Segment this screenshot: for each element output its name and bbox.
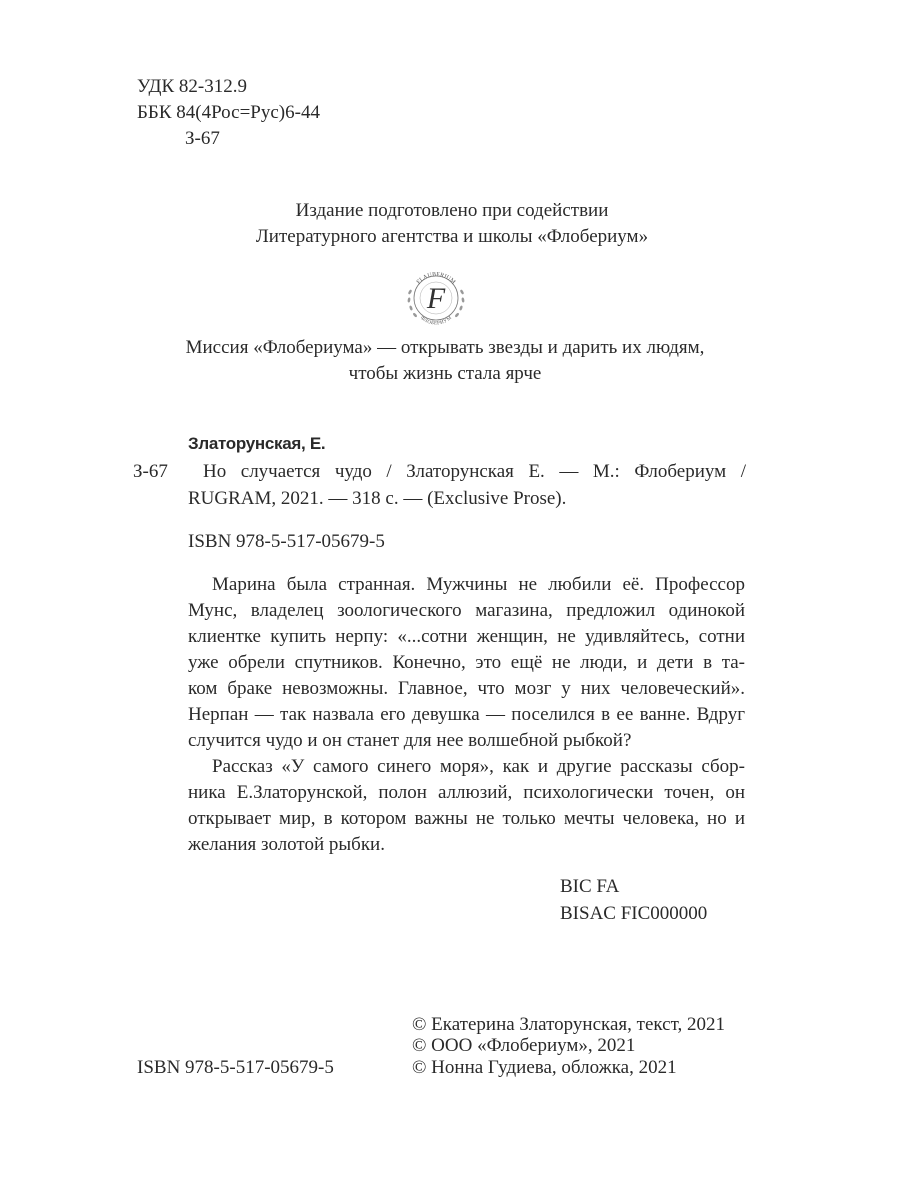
annotation-line: уже обрели спутников. Конечно, это ещё не люди, и дети в та-	[188, 652, 745, 673]
record-author: Златорунская, Е.	[188, 434, 326, 453]
udk-code: УДК 82-312.9	[137, 76, 247, 97]
sponsor-line-1: Издание подготовлено при содействии	[295, 200, 609, 221]
svg-text:F: F	[426, 282, 446, 315]
record-isbn: ISBN 978-5-517-05679-5	[188, 531, 385, 552]
author-mark: З-67	[185, 128, 220, 149]
annotation-line: ника Е.Златорунской, полон аллюзий, психологически точен, он	[188, 782, 745, 803]
annotation-line: Рассказ «У самого синего моря», как и другие рассказы сбор-	[212, 756, 745, 777]
annotation-line: клиентке купить нерпу: «...сотни женщин, не удивляйтесь, сотни	[188, 626, 745, 647]
annotation-line: Мунс, владелец зоологического магазина, предложил одинокой	[188, 600, 745, 621]
mission-line-2: чтобы жизнь стала ярче	[348, 363, 542, 384]
footer-isbn: ISBN 978-5-517-05679-5	[137, 1057, 334, 1078]
annotation-line: желания золотой рыбки.	[188, 834, 385, 855]
record-title-line: Но случается чудо / Златорунская Е. — М.: Флобериум /	[203, 461, 746, 482]
annotation-line: открывает мир, в котором важны не только мечты человека, но и	[188, 808, 745, 829]
copyright-line: © Екатерина Златорунская, текст, 2021	[412, 1014, 725, 1035]
sponsor-line-2: Литературного агентства и школы «Флобериум»	[255, 226, 649, 247]
bbk-code: ББК 84(4Рос=Рус)6-44	[137, 102, 320, 123]
copyright-line: © ООО «Флобериум», 2021	[412, 1035, 636, 1056]
copyright-line: © Нонна Гудиева, обложка, 2021	[412, 1057, 677, 1078]
annotation-line: ком браке невозможны. Главное, что мозг у них человеческий».	[188, 678, 745, 699]
annotation-line: Марина была странная. Мужчины не любили её. Профессор	[212, 574, 745, 595]
record-mark: З-67	[133, 461, 168, 482]
bic-code: BIC FA	[560, 876, 620, 897]
svg-text:FLAUBERIUM: FLAUBERIUM	[415, 271, 457, 286]
annotation-line: Нерпан — так назвала его девушка — поселился в ее ванне. Вдруг	[188, 704, 745, 725]
annotation-line: случится чудо и он станет для нее волшебной рыбкой?	[188, 730, 632, 751]
svg-text:ФЛОБЕРИУМ: ФЛОБЕРИУМ	[419, 315, 453, 327]
mission-line-1: Миссия «Флобериума» — открывать звезды и дарить их людям,	[185, 337, 705, 358]
bisac-code: BISAC FIC000000	[560, 903, 708, 924]
record-imprint-line: RUGRAM, 2021. — 318 с. — (Exclusive Prose).	[188, 488, 567, 509]
flauberium-logo	[400, 262, 472, 334]
